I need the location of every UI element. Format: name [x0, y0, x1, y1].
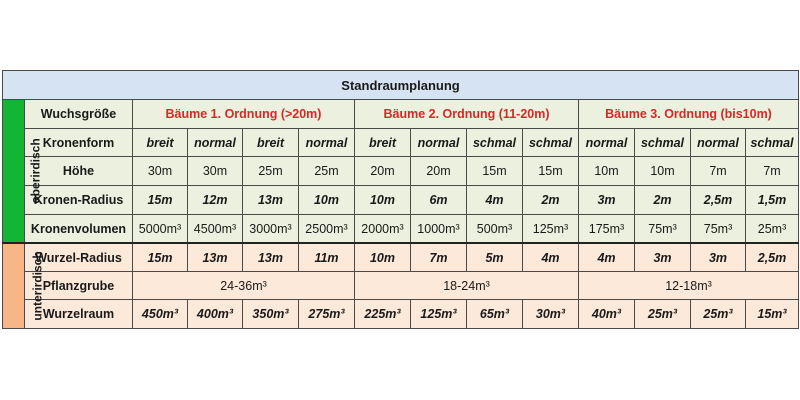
table-cell: normal — [579, 129, 635, 157]
table-cell: 6m — [411, 186, 467, 215]
table-cell: 225m³ — [355, 300, 411, 329]
table-cell: 15m — [467, 157, 523, 186]
group-header-1: Bäume 1. Ordnung (>20m) — [133, 100, 355, 129]
row-label-hoehe: Höhe — [25, 157, 133, 186]
table-cell: 4m — [523, 243, 579, 272]
table-cell: 15m — [133, 186, 188, 215]
table-cell: breit — [243, 129, 299, 157]
row-label-wuchsgroesse: Wuchsgröße — [25, 100, 133, 129]
table-cell: 20m — [355, 157, 411, 186]
table-cell: 4500m³ — [188, 215, 243, 244]
table-cell: 30m — [133, 157, 188, 186]
row-label-pflanzgrube: Pflanzgrube — [25, 272, 133, 300]
table-cell: 125m³ — [523, 215, 579, 244]
table-row-wurzelradius — [3, 243, 799, 272]
table-cell: 3m — [691, 243, 746, 272]
table-cell: normal — [188, 129, 243, 157]
table-title: Standraumplanung — [3, 71, 799, 100]
table-cell: schmal — [746, 129, 799, 157]
table-cell: 4m — [579, 243, 635, 272]
section-label-oberirdisch: oberirdisch — [3, 100, 25, 244]
table-row-pflanzgrube — [3, 272, 799, 300]
table-cell: 12m — [188, 186, 243, 215]
table-cell: 7m — [411, 243, 467, 272]
table-cell: 125m³ — [411, 300, 467, 329]
table-cell: 13m — [188, 243, 243, 272]
table-row-kronenform — [3, 129, 799, 157]
table-cell: 25m³ — [746, 215, 799, 244]
table-cell: schmal — [635, 129, 691, 157]
table-cell: 10m — [299, 186, 355, 215]
table-cell: 25m — [299, 157, 355, 186]
table-cell: 40m³ — [579, 300, 635, 329]
table-cell: 2,5m — [746, 243, 799, 272]
table-cell: 10m — [355, 186, 411, 215]
table-cell: 25m³ — [635, 300, 691, 329]
table-cell: normal — [691, 129, 746, 157]
table-cell: schmal — [523, 129, 579, 157]
table-cell: 25m — [243, 157, 299, 186]
table-cell: normal — [299, 129, 355, 157]
table-cell: normal — [411, 129, 467, 157]
table-cell: 30m³ — [523, 300, 579, 329]
table-row-wurzelraum — [3, 300, 799, 329]
table-cell: 350m³ — [243, 300, 299, 329]
table-cell: 65m³ — [467, 300, 523, 329]
table-cell: 450m³ — [133, 300, 188, 329]
table-cell: 1,5m — [746, 186, 799, 215]
table-cell: 12-18m³ — [579, 272, 799, 300]
table-cell: 7m — [691, 157, 746, 186]
section-label-unterirdisch: unterirdisch — [3, 243, 25, 329]
table-cell: 10m — [579, 157, 635, 186]
table-cell: 24-36m³ — [133, 272, 355, 300]
table-cell: 15m — [523, 157, 579, 186]
table-cell: 3000m³ — [243, 215, 299, 244]
table-row-wuchsgroesse — [3, 100, 799, 129]
table-cell: 75m³ — [635, 215, 691, 244]
table-cell: 175m³ — [579, 215, 635, 244]
group-header-3: Bäume 3. Ordnung (bis10m) — [579, 100, 799, 129]
group-header-2: Bäume 2. Ordnung (11-20m) — [355, 100, 579, 129]
table-cell: 10m — [355, 243, 411, 272]
table-cell: 4m — [467, 186, 523, 215]
table-cell: 13m — [243, 243, 299, 272]
table-cell: 15m³ — [746, 300, 799, 329]
table-cell: 3m — [635, 243, 691, 272]
table-cell: 75m³ — [691, 215, 746, 244]
standraum-table — [2, 70, 799, 329]
row-label-kronenform: Kronenform — [25, 129, 133, 157]
table-cell: 2m — [523, 186, 579, 215]
table-cell: breit — [355, 129, 411, 157]
table-cell: 18-24m³ — [355, 272, 579, 300]
table-cell: 7m — [746, 157, 799, 186]
title-row — [3, 71, 799, 100]
table-cell: schmal — [467, 129, 523, 157]
table-cell: 3m — [579, 186, 635, 215]
row-label-wurzelraum: Wurzelraum — [25, 300, 133, 329]
row-label-kronenradius: Kronen-Radius — [25, 186, 133, 215]
table-cell: 2500m³ — [299, 215, 355, 244]
table-cell: 2m — [635, 186, 691, 215]
table-row-kronenradius — [3, 186, 799, 215]
table-wrapper — [2, 70, 799, 329]
table-cell: 15m — [133, 243, 188, 272]
table-cell: 30m — [188, 157, 243, 186]
table-cell: 25m³ — [691, 300, 746, 329]
table-cell: 5m — [467, 243, 523, 272]
table-cell: 275m³ — [299, 300, 355, 329]
table-cell: 10m — [635, 157, 691, 186]
table-cell: 11m — [299, 243, 355, 272]
table-cell: 20m — [411, 157, 467, 186]
table-cell: 400m³ — [188, 300, 243, 329]
row-label-kronenvolumen: Kronenvolumen — [25, 215, 133, 244]
table-cell: breit — [133, 129, 188, 157]
row-label-wurzelradius: Wurzel-Radius — [25, 243, 133, 272]
table-cell: 2,5m — [691, 186, 746, 215]
table-row-kronenvolumen — [3, 215, 799, 244]
table-row-hoehe — [3, 157, 799, 186]
table-cell: 13m — [243, 186, 299, 215]
table-cell: 2000m³ — [355, 215, 411, 244]
table-cell: 1000m³ — [411, 215, 467, 244]
table-cell: 500m³ — [467, 215, 523, 244]
table-cell: 5000m³ — [133, 215, 188, 244]
